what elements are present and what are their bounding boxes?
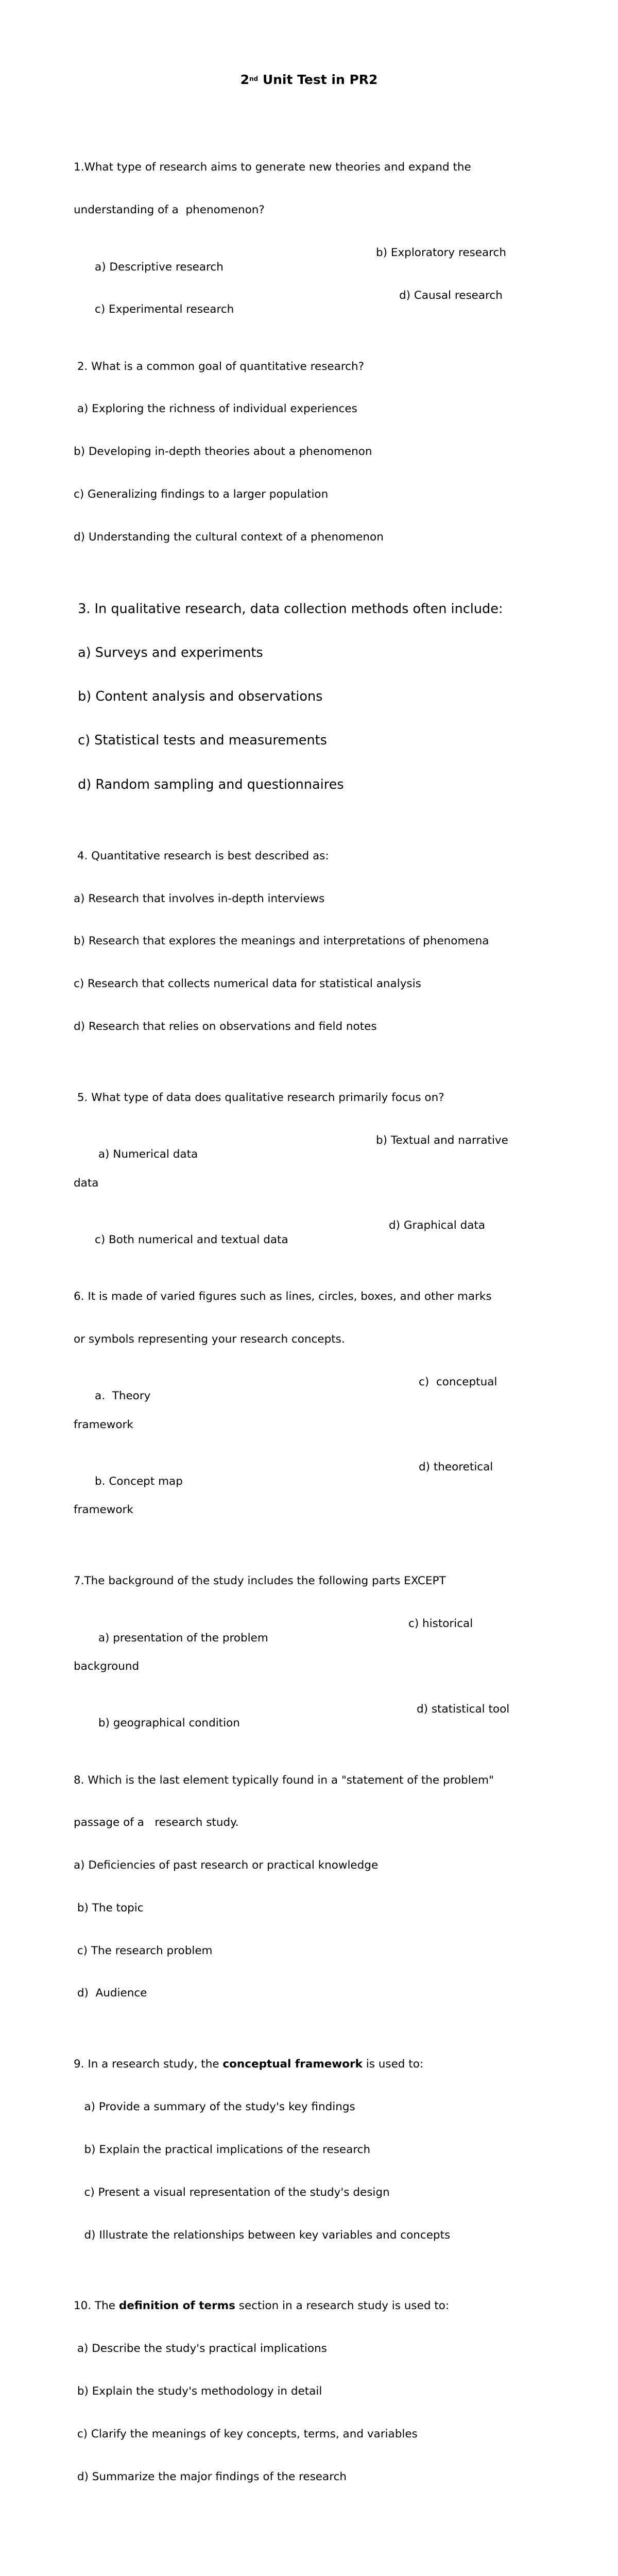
q5-option-a: a) Numerical data	[95, 1148, 198, 1161]
q9-option-c: c) Present a visual representation of the study's design	[74, 2185, 390, 2199]
q7-option-a: a) presentation of the problem	[95, 1631, 268, 1645]
q10-option-a: a) Describe the study's practical implications	[74, 2342, 327, 2355]
q7-options-bd	[74, 1702, 547, 1730]
q1-option-b: b) Exploratory research	[376, 246, 506, 259]
q6-stem-line1: 6. It is made of varied figures such as lines, circles, boxes, and other marks	[74, 1290, 492, 1303]
q9-option-b: b) Explain the practical implications of the research	[74, 2143, 371, 2156]
q8-option-c: c) The research problem	[74, 1944, 213, 1957]
q8-option-d: d) Audience	[74, 1987, 147, 2000]
q1-option-a: a) Descriptive research	[95, 260, 224, 274]
q1-option-c: c) Experimental research	[95, 303, 234, 316]
q6-options-bd	[74, 1460, 547, 1488]
q6-stem-line2: or symbols representing your research concepts.	[74, 1333, 345, 1346]
q2-option-b: b) Developing in-depth theories about a phenomenon	[74, 445, 372, 459]
q7-option-c-wrap: background	[74, 1659, 140, 1673]
q1-options-cd	[74, 289, 547, 316]
q5-options-cd	[74, 1218, 547, 1246]
q7-options-ac	[74, 1617, 547, 1645]
q6-option-c: c) conceptual	[419, 1375, 497, 1388]
q1-option-d: d) Causal research	[399, 289, 503, 302]
q5-option-c: c) Both numerical and textual data	[95, 1233, 288, 1246]
q6-option-a: a. Theory	[95, 1389, 151, 1403]
q3-option-c: c) Statistical tests and measurements	[74, 733, 327, 749]
q5-options-ab	[74, 1133, 547, 1161]
q9-stem: 9. In a research study, the conceptual framework is used to:	[74, 2058, 424, 2071]
q6-option-d-wrap: framework	[74, 1503, 133, 1517]
q7-option-d: d) statistical tool	[417, 1702, 510, 1716]
q7-option-c: c) historical	[408, 1617, 473, 1630]
q10-key-term: definition of terms	[118, 2299, 235, 2313]
q10-option-b: b) Explain the study's methodology in detail	[74, 2385, 322, 2398]
q10-option-d: d) Summarize the major findings of the research	[74, 2470, 347, 2483]
q5-option-b-wrap: data	[74, 1176, 99, 1190]
q7-stem: 7.The background of the study includes the following parts EXCEPT	[74, 1574, 446, 1588]
q10-option-c: c) Clarify the meanings of key concepts, terms, and variables	[74, 2427, 418, 2441]
q5-option-d: d) Graphical data	[389, 1219, 486, 1232]
q9-key-term: conceptual framework	[222, 2058, 363, 2071]
q2-stem: 2. What is a common goal of quantitative research?	[74, 360, 365, 373]
q3-option-d: d) Random sampling and questionnaires	[74, 776, 344, 792]
q4-option-a: a) Research that involves in-depth interviews	[74, 892, 325, 905]
q1-stem-line2: understanding of a phenomenon?	[74, 204, 265, 217]
q2-option-d: d) Understanding the cultural context of a phenomenon	[74, 530, 384, 544]
spacer	[74, 2527, 547, 2541]
q6-options-ac	[74, 1375, 547, 1403]
q8-stem-line2: passage of a research study.	[74, 1816, 239, 1829]
question-list	[74, 104, 547, 2576]
q8-stem-line1: 8. Which is the last element typically found in a "statement of the problem"	[74, 1773, 494, 1787]
q6-option-d: d) theoretical	[419, 1461, 493, 1474]
q3-option-b: b) Content analysis and observations	[74, 689, 323, 705]
q1-options-ab	[74, 246, 547, 274]
q6-option-c-wrap: framework	[74, 1418, 133, 1431]
q4-option-d: d) Research that relies on observations and field notes	[74, 1020, 377, 1033]
q4-option-b: b) Research that explores the meanings and interpretations of phenomena	[74, 935, 489, 948]
q9-option-d: d) Illustrate the relationships between key variables and concepts	[74, 2228, 451, 2242]
page-title: 2nd Unit Test in PR2	[240, 72, 378, 87]
q9-option-a: a) Provide a summary of the study's key findings	[74, 2100, 355, 2114]
q1-stem-line1: 1.What type of research aims to generate new theories and expand the	[74, 161, 471, 174]
q3-stem: 3. In qualitative research, data collection methods often include:	[74, 601, 503, 617]
q2-option-a: a) Exploring the richness of individual experiences	[74, 402, 357, 416]
q5-option-b: b) Textual and narrative	[376, 1133, 508, 1147]
q8-option-a: a) Deficiencies of past research or practical knowledge	[74, 1859, 379, 1872]
q4-option-c: c) Research that collects numerical data for statistical analysis	[74, 977, 421, 991]
q8-option-b: b) The topic	[74, 1901, 144, 1914]
q4-stem: 4. Quantitative research is best described as:	[74, 849, 329, 862]
q10-stem: 10. The definition of terms section in a research study is used to:	[74, 2299, 450, 2313]
q3-option-a: a) Surveys and experiments	[74, 645, 263, 660]
q5-stem: 5. What type of data does qualitative research primarily focus on?	[74, 1091, 444, 1104]
q2-option-c: c) Generalizing findings to a larger population	[74, 488, 329, 501]
q7-option-b: b) geographical condition	[95, 1717, 240, 1730]
q6-option-b: b. Concept map	[95, 1475, 183, 1488]
